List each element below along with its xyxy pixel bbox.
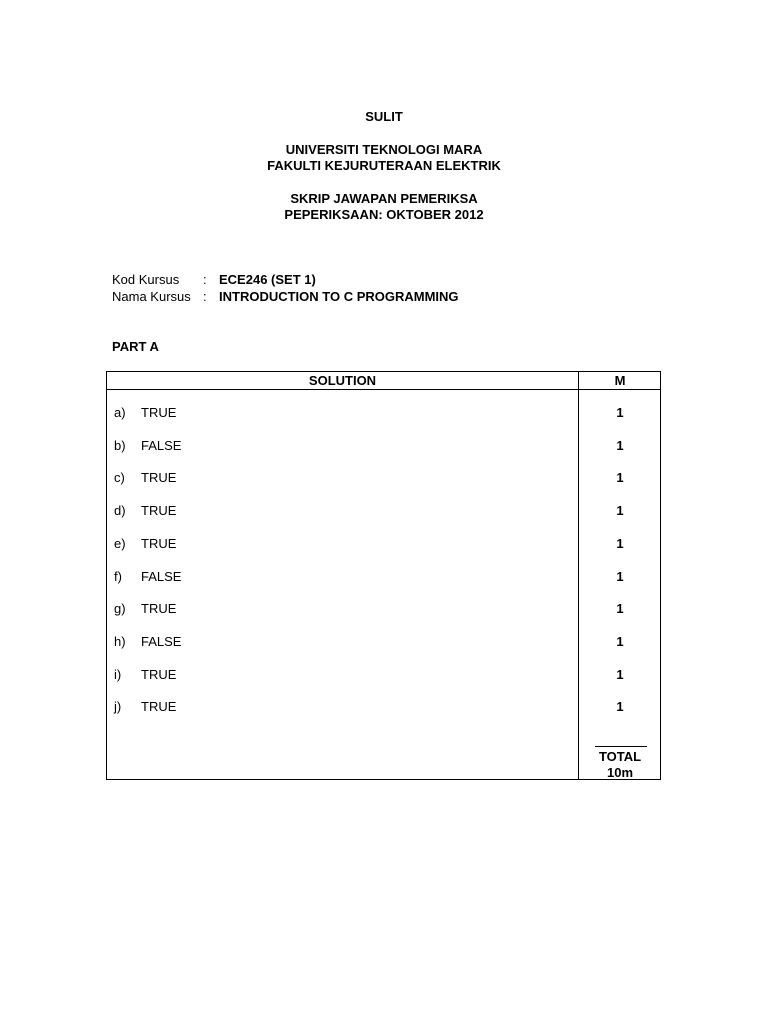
answer-text: FALSE bbox=[141, 568, 182, 584]
answer-row bbox=[107, 633, 660, 651]
answer-letter: e) bbox=[114, 535, 126, 551]
answer-letter: g) bbox=[114, 601, 126, 617]
answer-text: FALSE bbox=[141, 437, 182, 453]
answer-text: TRUE bbox=[141, 535, 177, 551]
answer-mark: 1 bbox=[616, 405, 624, 420]
answer-mark: 1 bbox=[616, 568, 624, 584]
classification-label: SULIT bbox=[365, 109, 403, 124]
answer-text: TRUE bbox=[141, 405, 177, 420]
answer-mark: 1 bbox=[616, 699, 624, 715]
marks-column-header: M bbox=[614, 373, 626, 388]
answer-text: FALSE bbox=[141, 633, 182, 649]
answer-mark: 1 bbox=[616, 535, 624, 551]
answer-mark: 1 bbox=[616, 503, 624, 519]
document-title: SKRIP JAWAPAN PEMERIKSA bbox=[290, 191, 478, 206]
faculty-name: FAKULTI KEJURUTERAAN ELEKTRIK bbox=[267, 158, 501, 173]
course-code-value: ECE246 (SET 1) bbox=[219, 272, 316, 287]
answer-row bbox=[107, 600, 660, 618]
total-label: TOTAL bbox=[598, 749, 642, 764]
answer-letter: c) bbox=[114, 470, 125, 486]
course-name-separator: : bbox=[203, 289, 207, 304]
answer-letter: a) bbox=[114, 405, 126, 420]
answer-mark: 1 bbox=[616, 437, 624, 453]
course-name-label: Nama Kursus bbox=[112, 289, 191, 304]
answer-row bbox=[107, 666, 660, 684]
answer-row bbox=[107, 404, 660, 422]
answer-row bbox=[107, 502, 660, 520]
exam-session: PEPERIKSAAN: OKTOBER 2012 bbox=[284, 207, 484, 222]
answer-row bbox=[107, 437, 660, 455]
answer-letter: d) bbox=[114, 503, 126, 519]
answer-text: TRUE bbox=[141, 666, 177, 682]
course-code-separator: : bbox=[203, 272, 207, 287]
answer-row bbox=[107, 535, 660, 553]
total-rule bbox=[595, 746, 647, 747]
answer-row bbox=[107, 568, 660, 586]
course-name-value: INTRODUCTION TO C PROGRAMMING bbox=[219, 289, 459, 304]
answer-mark: 1 bbox=[616, 633, 624, 649]
answer-text: TRUE bbox=[141, 470, 177, 486]
answer-row bbox=[107, 469, 660, 487]
answer-table bbox=[106, 371, 661, 780]
answer-letter: b) bbox=[114, 437, 126, 453]
solution-column-header: SOLUTION bbox=[308, 373, 377, 388]
answer-mark: 1 bbox=[616, 666, 624, 682]
answer-row bbox=[107, 698, 660, 716]
answer-letter: f) bbox=[114, 568, 122, 584]
total-value: 10m bbox=[606, 765, 634, 780]
answer-mark: 1 bbox=[616, 470, 624, 486]
part-heading: PART A bbox=[112, 339, 159, 354]
university-name: UNIVERSITI TEKNOLOGI MARA bbox=[285, 142, 483, 157]
answer-letter: i) bbox=[114, 666, 122, 682]
answer-letter: h) bbox=[114, 633, 126, 649]
answer-letter: j) bbox=[114, 699, 122, 715]
answer-mark: 1 bbox=[616, 601, 624, 617]
answer-text: TRUE bbox=[141, 601, 177, 617]
course-code-label: Kod Kursus bbox=[112, 272, 180, 287]
answer-text: TRUE bbox=[141, 503, 177, 519]
answer-text: TRUE bbox=[141, 699, 177, 715]
